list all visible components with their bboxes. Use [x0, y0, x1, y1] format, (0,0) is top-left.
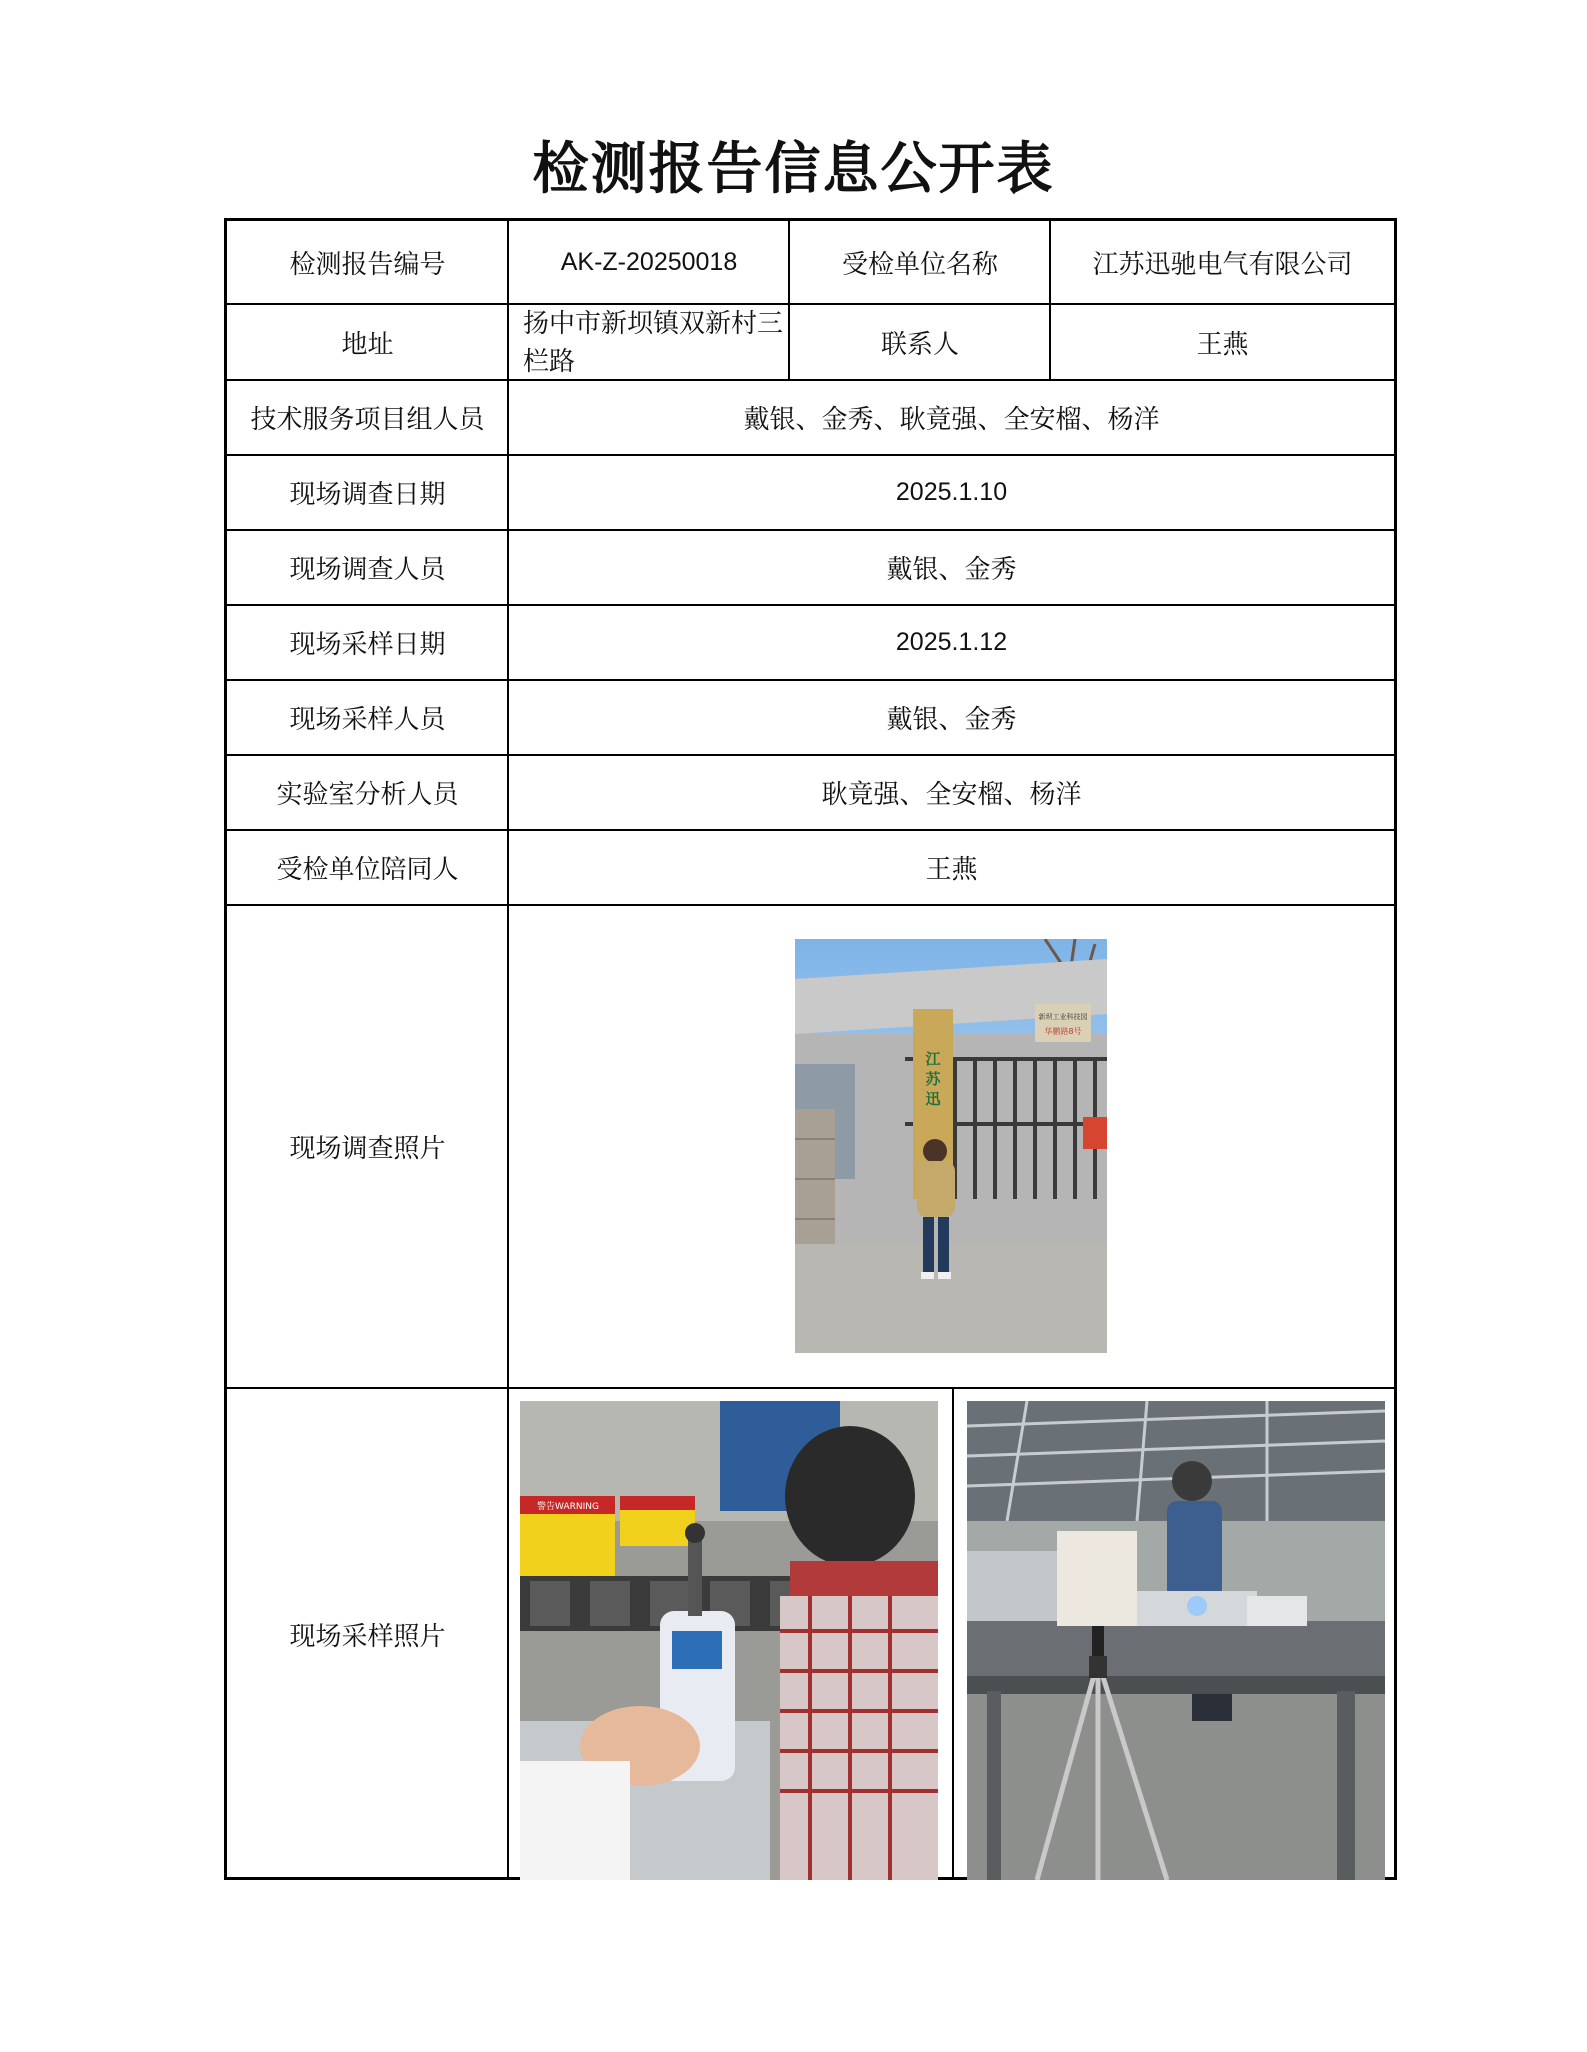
sampling-photo-2: [967, 1401, 1385, 1880]
survey-staff-value: 戴银、金秀: [886, 555, 1017, 585]
lab-staff-value: 耿竟强、全安榴、杨洋: [821, 780, 1082, 810]
svg-text:苏: 苏: [925, 1070, 941, 1088]
sampling-date-value: 2025.1.12: [895, 628, 1008, 656]
svg-text:华鹏路8号: 华鹏路8号: [1044, 1027, 1082, 1036]
escort-value: 王燕: [925, 855, 978, 885]
address-label: 地址: [341, 330, 394, 360]
unit-name-label: 受检单位名称: [841, 250, 998, 280]
report-no-label: 检测报告编号: [289, 250, 446, 280]
lab-staff-label: 实验室分析人员: [276, 780, 459, 810]
survey-date-label: 现场调查日期: [289, 480, 446, 510]
page-title: 检测报告信息公开表: [532, 137, 1055, 202]
sampling-photo-1: [520, 1401, 938, 1880]
address-value: 扬中市新坝镇双新村三栏路: [523, 308, 784, 377]
svg-text:新坝工业科技园: 新坝工业科技园: [1038, 1013, 1088, 1021]
svg-text:警告WARNING: 警告WARNING: [537, 1502, 599, 1512]
escort-label: 受检单位陪同人: [276, 855, 459, 885]
svg-text:迅: 迅: [925, 1090, 941, 1108]
sampling-date-label: 现场采样日期: [289, 630, 446, 660]
contact-value: 王燕: [1196, 330, 1249, 360]
svg-text:江: 江: [925, 1050, 941, 1068]
unit-name-value: 江苏迅驰电气有限公司: [1092, 250, 1353, 280]
team-members-label: 技术服务项目组人员: [250, 405, 485, 435]
contact-label: 联系人: [880, 330, 959, 360]
sampling-staff-value: 戴银、金秀: [886, 705, 1017, 735]
survey-date-value: 2025.1.10: [895, 478, 1008, 506]
team-members-value: 戴银、金秀、耿竟强、全安榴、杨洋: [743, 405, 1160, 435]
sampling-photo-label: 现场采样照片: [289, 1621, 446, 1652]
info-table: [224, 218, 1397, 1880]
survey-photo: [795, 939, 1107, 1353]
sampling-staff-label: 现场采样人员: [289, 705, 446, 735]
survey-photo-label: 现场调查照片: [289, 1134, 446, 1164]
report-no-value: AK-Z-20250018: [560, 248, 738, 276]
survey-staff-label: 现场调查人员: [289, 555, 446, 585]
